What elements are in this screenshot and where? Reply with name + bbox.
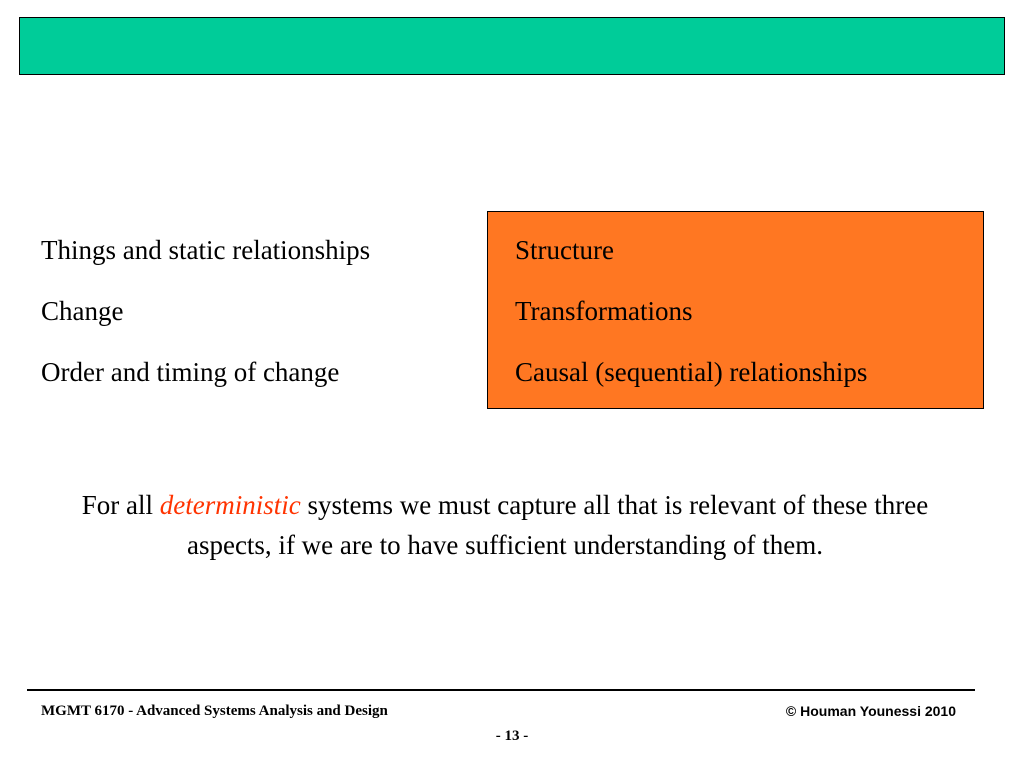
aspect-things: Things and static relationships [41,235,371,265]
footer-divider [27,689,975,691]
statement-emphasis: deterministic [159,490,301,520]
statement-prefix: For all [81,490,160,520]
page-number: - 13 - [495,728,529,744]
footer-course: MGMT 6170 - Advanced Systems Analysis and Design [41,703,388,719]
model-structure: Structure [515,235,614,265]
model-list [515,220,867,403]
model-causal: Causal (sequential) relationships [515,357,868,387]
title-bar [19,17,1005,75]
model-transformations: Transformations [515,296,693,326]
aspect-change: Change [41,296,124,326]
aspect-order: Order and timing of change [41,357,340,387]
aspect-list [41,220,370,403]
statement-suffix: systems we must capture all that is relevant of these three aspects, if we are to have sufficient understanding of them. [186,490,929,560]
summary-statement [80,485,930,565]
footer-copyright: © Houman Younessi 2010 [785,703,956,719]
